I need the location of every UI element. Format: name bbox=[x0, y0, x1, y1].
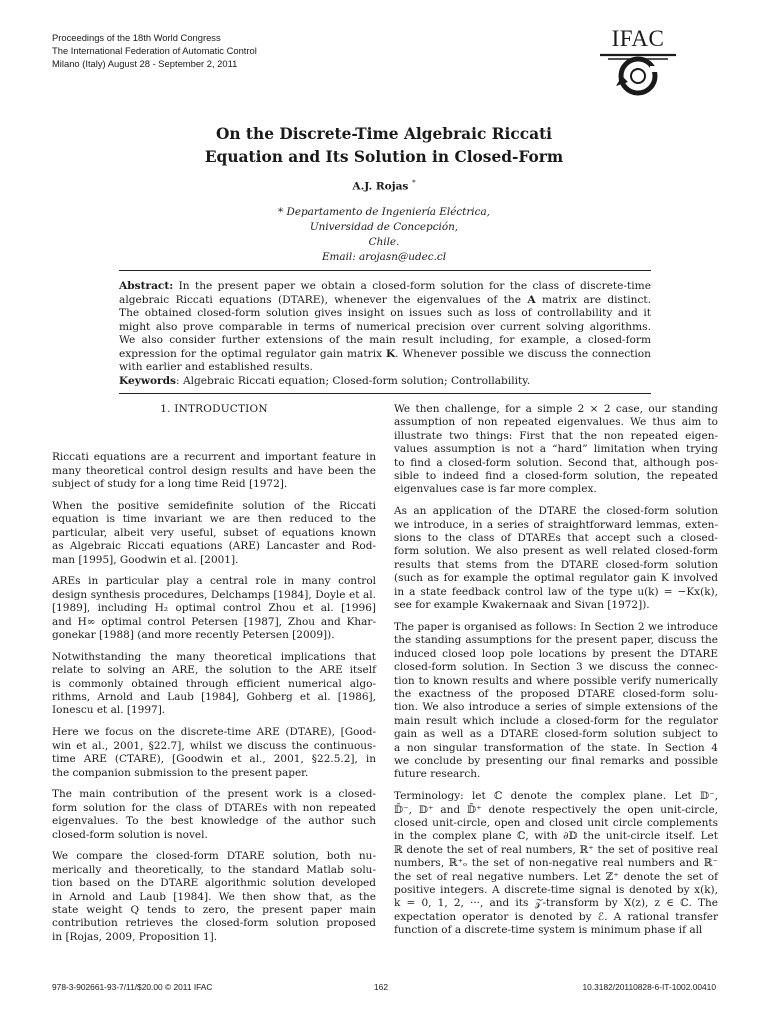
affiliation-line: * Departamento de Ingeniería Eléctrica, bbox=[278, 206, 490, 218]
text-line: closed unit-circle, open and closed unit circle complements bbox=[394, 816, 718, 829]
right-column bbox=[394, 403, 718, 946]
text-line: gonekar [1988] (and more recently Petersen [2009]). bbox=[52, 629, 335, 642]
right-paragraphs bbox=[394, 403, 718, 938]
header-line: The International Federation of Automatic Control bbox=[52, 45, 257, 56]
text-line: Terminology: let ℂ denote the complex plane. Let 𝔻⁻, bbox=[394, 790, 718, 803]
keywords-text: : Algebraic Riccati equation; Closed-form solution; Controllability. bbox=[176, 374, 531, 387]
header-line: Milano (Italy) August 28 - September 2, 2011 bbox=[52, 58, 238, 69]
footer-isbn: 978-3-902661-93-7/11/$20.00 © 2011 IFAC bbox=[52, 982, 213, 992]
header-line: Proceedings of the 18th World Congress bbox=[52, 32, 221, 43]
text-line: many theoretical control design results and have been the bbox=[52, 464, 376, 477]
text-line: form solution. We also present as well related closed-form bbox=[394, 545, 718, 558]
text-line: see for example Kwakernaak and Sivan [1972]). bbox=[394, 599, 650, 612]
page-number: 162 bbox=[374, 982, 388, 992]
text-line: assumption of non repeated eigenvalues. We thus aim to bbox=[394, 416, 718, 429]
text-line: When the positive semidefinite solution of the Riccati bbox=[52, 500, 376, 513]
text-line: Notwithstanding the many theoretical implications that bbox=[52, 650, 376, 663]
left-column bbox=[52, 403, 376, 953]
text-line: in [Rojas, 2009, Proposition 1]. bbox=[52, 930, 218, 943]
text-line: man [1995], Goodwin et al. [2001]. bbox=[52, 553, 239, 566]
paragraph bbox=[52, 850, 376, 944]
paragraph bbox=[52, 788, 376, 842]
text-line: AREs in particular play a central role in many control bbox=[52, 575, 376, 588]
abstract-line: with earlier and established results. bbox=[119, 361, 313, 373]
text-line: values assumption is not a “hard” limitation when trying bbox=[394, 443, 718, 456]
text-line: the standing assumptions for the present paper, discuss the bbox=[394, 634, 718, 647]
author-line bbox=[0, 179, 768, 193]
paragraph bbox=[52, 575, 376, 642]
paragraph bbox=[52, 451, 376, 491]
keywords-label: Keywords bbox=[119, 374, 177, 387]
text-line: Riccati equations are a recurrent and important feature in bbox=[52, 451, 376, 464]
paragraph bbox=[394, 621, 718, 782]
text-line: in a state feedback control law of the type u(k) = −Kx(k), bbox=[394, 585, 718, 598]
text-line: As an application of the DTARE the closed-form solution bbox=[394, 505, 718, 518]
abstract-top-rule bbox=[119, 270, 651, 271]
text-line: induced closed loop pole locations by present the DTARE bbox=[394, 647, 718, 660]
logo-text: IFAC bbox=[611, 26, 665, 51]
text-line: function of a discrete-time system is minimum phase if all bbox=[394, 924, 703, 937]
keywords-line bbox=[119, 375, 651, 389]
abstract-line: algebraic Riccati equations (DTARE), whenever the eigenvalues of the A matrix are distinct. bbox=[119, 293, 651, 306]
text-line: tion. We also introduce a series of simple extensions of the bbox=[394, 701, 718, 714]
abstract-line: expression for the optimal regulator gain matrix K. Whenever possible we discuss the connection bbox=[119, 347, 651, 360]
text-line: design synthesis procedures, Delchamps [1984], Doyle et al. bbox=[52, 588, 376, 601]
ifac-logo bbox=[596, 26, 680, 96]
text-line: is commonly obtained through efficient numerical algo- bbox=[52, 677, 376, 690]
text-line: the set of real negative numbers. Let ℤ⁺ denote the set of bbox=[394, 870, 718, 883]
text-line: particular, albeit very useful, subset of equations known bbox=[52, 526, 376, 539]
text-line: merically and theoretically, to the standard Matlab solu- bbox=[52, 863, 376, 876]
text-line: form solution for the class of DTAREs with non repeated bbox=[52, 801, 376, 814]
text-line: contribution retrieves the closed-form solution proposed bbox=[52, 917, 376, 930]
paragraph bbox=[52, 651, 376, 718]
paragraph bbox=[394, 505, 718, 612]
text-line: illustrate two things: First that the non repeated eigen- bbox=[394, 429, 718, 442]
text-line: gain as well as a DTARE closed-form solution subject to bbox=[394, 728, 718, 741]
footer-doi: 10.3182/20110828-6-IT-1002.00410 bbox=[582, 982, 716, 992]
abstract-label: Abstract: bbox=[119, 280, 174, 292]
text-line: relate to solving an ARE, the solution to the ARE itself bbox=[52, 664, 376, 677]
abstract-line: Abstract: In the present paper we obtain a closed-form solution for the class of discrete-time bbox=[119, 280, 651, 292]
abstract-line: might also prove comparable in terms of numerical precision over current solving algorithms. bbox=[119, 320, 651, 333]
text-line: a non singular transformation of the state. In Section 4 bbox=[394, 741, 718, 754]
text-line: to find a closed-form solution. Second that, although pos- bbox=[394, 456, 718, 469]
author-name: A.J. Rojas bbox=[352, 180, 409, 193]
proceedings-header bbox=[52, 31, 512, 70]
text-line: closed-form solution. In Section 3 we discuss the connec- bbox=[394, 661, 718, 674]
text-line: tion to known results and where possible verify numerically bbox=[394, 674, 718, 687]
text-line: win et al., 2001, §22.7], whilst we discuss the continuous- bbox=[52, 739, 376, 752]
text-line: We compare the closed-form DTARE solution, both nu- bbox=[52, 850, 376, 863]
text-line: eigenvalues case is far more complex. bbox=[394, 483, 597, 496]
left-paragraphs bbox=[52, 451, 376, 944]
affiliation-line: Chile. bbox=[368, 236, 400, 248]
text-line: time ARE (CTARE), [Goodwin et al., 2001, §22.5.2], in bbox=[52, 753, 376, 766]
paragraph bbox=[394, 403, 718, 497]
text-line: positive integers. A discrete-time signal is denoted by x(k), bbox=[394, 883, 718, 896]
section-heading: 1. INTRODUCTION bbox=[160, 403, 268, 415]
text-line: k = 0, 1, 2, ···, and its 𝒵-transform by X(z), z ∈ ℂ. The bbox=[394, 897, 718, 910]
text-line: Here we focus on the discrete-time ARE (DTARE), [Good- bbox=[52, 726, 376, 739]
text-line: future research. bbox=[394, 768, 481, 781]
affiliation-line: Universidad de Concepción, bbox=[309, 221, 459, 233]
text-line: sible to indeed find a closed-form solution, the repeated bbox=[394, 470, 718, 483]
text-line: expectation operator is denoted by ℰ. A rational transfer bbox=[394, 910, 718, 923]
title-line: Equation and Its Solution in Closed-Form bbox=[204, 148, 564, 166]
text-line: main result which include a closed-form for the regulator bbox=[394, 714, 718, 727]
text-line: we introduce, in a series of straightforward lemmas, exten- bbox=[394, 518, 718, 531]
text-line: We then challenge, for a simple 2 × 2 case, our standing bbox=[394, 403, 718, 415]
text-line: results that stems from the DTARE closed-form solution bbox=[394, 558, 718, 571]
text-line: equation is time invariant we are then reduced to the bbox=[52, 513, 376, 526]
author-mark: * bbox=[412, 179, 416, 187]
text-line: subject of study for a long time Reid [1972]. bbox=[52, 478, 288, 491]
affiliation-email: Email: arojasn@udec.cl bbox=[321, 251, 447, 263]
ifac-logo-emblem-icon bbox=[596, 46, 680, 96]
text-line: and H∞ optimal control Petersen [1987], Zhou and Khar- bbox=[52, 615, 376, 628]
text-line: closed-form solution is novel. bbox=[52, 828, 208, 841]
text-line: state weight Q tends to zero, the present paper main bbox=[52, 903, 376, 916]
text-line: [1989], including H₂ optimal control Zhou et al. [1996] bbox=[52, 602, 376, 615]
affiliation bbox=[0, 205, 768, 265]
text-line: 𝔻̄⁻, 𝔻⁺ and 𝔻̄⁺ denote respectively the open unit-circle, bbox=[394, 803, 718, 816]
paragraph bbox=[52, 500, 376, 567]
text-line: in Arnold and Laub [1984]. We then show that, as the bbox=[52, 890, 376, 903]
text-line: numbers, ℝ⁺ₒ the set of non-negative real numbers and ℝ⁻ bbox=[394, 857, 718, 870]
abstract-block bbox=[119, 270, 651, 394]
text-line: in the complex plane ℂ, with ∂𝔻 the unit-circle itself. Let bbox=[394, 830, 718, 843]
text-line: The main contribution of the present work is a closed- bbox=[52, 788, 376, 801]
text-line: sions to the class of DTAREs that accept such a closed- bbox=[394, 532, 718, 545]
abstract-line: The obtained closed-form solution gives insight on issues such as loss of controllability and it bbox=[119, 307, 651, 319]
text-line: the companion submission to the present paper. bbox=[52, 766, 309, 779]
text-line: eigenvalues. To the best knowledge of the author such bbox=[52, 815, 376, 828]
abstract-line: We also consider further extensions of the main result including, for example, a closed-form bbox=[119, 334, 651, 346]
text-line: (such as for example the optimal regulator gain K involved bbox=[394, 572, 718, 585]
text-line: the exactness of the proposed DTARE closed-form solu- bbox=[394, 687, 718, 700]
text-line: Ionescu et al. [1997]. bbox=[52, 704, 166, 717]
text-line: ℝ denote the set of real numbers, ℝ⁺ the set of positive real bbox=[394, 843, 718, 856]
paragraph bbox=[394, 790, 718, 937]
paragraph bbox=[52, 726, 376, 780]
paper-title bbox=[0, 123, 768, 169]
abstract-bottom-rule bbox=[119, 393, 651, 394]
text-line: we conclude by presenting our final remarks and possible bbox=[394, 754, 718, 767]
text-line: as Algebraic Riccati equations (ARE) Lancaster and Rod- bbox=[52, 540, 376, 553]
page-footer bbox=[52, 982, 716, 994]
title-line: On the Discrete-Time Algebraic Riccati bbox=[215, 125, 553, 143]
text-line: rithms, Arnold and Laub [1984], Gohberg et al. [1986], bbox=[52, 691, 376, 704]
text-line: The paper is organised as follows: In Section 2 we introduce bbox=[394, 620, 718, 633]
text-line: tion based on the DTARE algorithmic solution developed bbox=[52, 877, 376, 890]
